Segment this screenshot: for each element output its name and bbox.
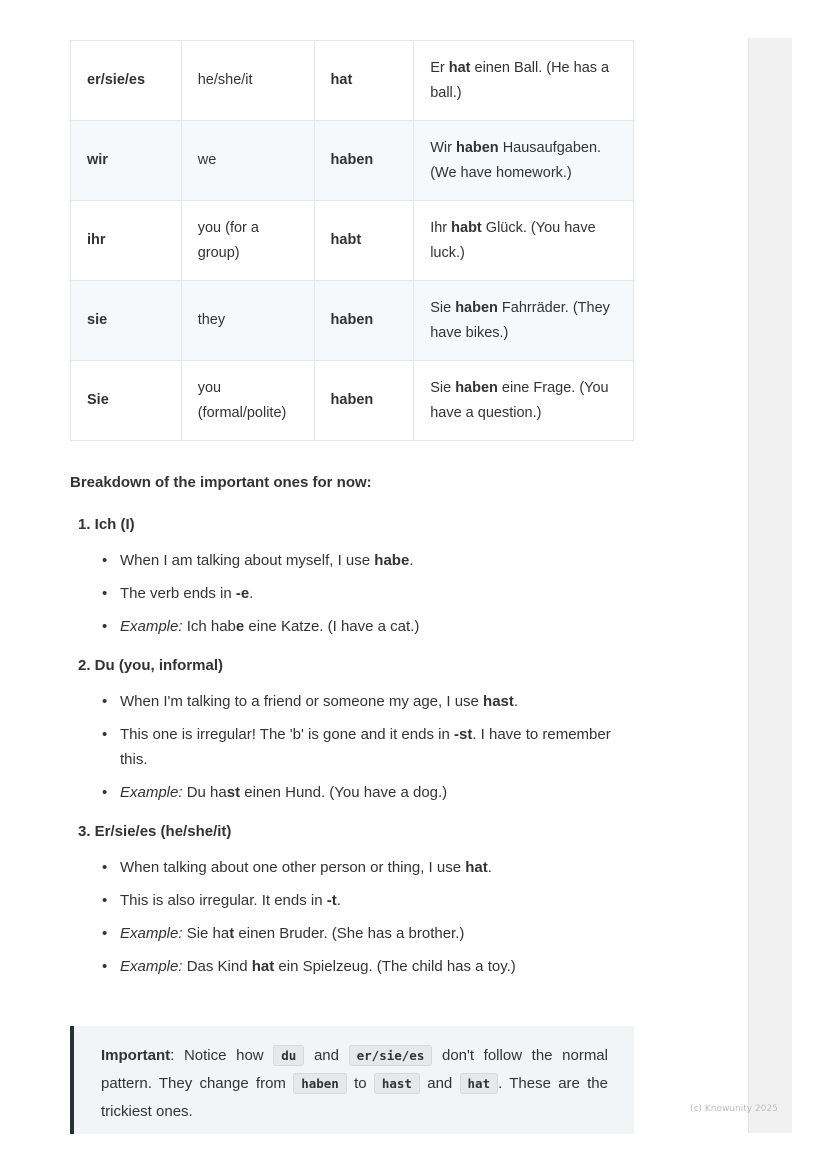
callout-text: and [304, 1047, 349, 1064]
example-text: Wir [430, 139, 456, 156]
right-sidebar [748, 38, 792, 1133]
example-label: Example: [120, 925, 183, 942]
breakdown-list [70, 512, 640, 979]
example-cell [414, 361, 634, 441]
example-label: Example: [120, 618, 183, 635]
bullet-text: . [513, 693, 519, 710]
bullet-item [100, 780, 640, 805]
bullet-text: . [249, 585, 254, 602]
bullet-icon: • [102, 925, 108, 942]
example-verb: habt [451, 219, 482, 236]
bullet-icon: • [102, 726, 108, 743]
bullet-icon: • [102, 693, 108, 710]
code-hat: hat [460, 1073, 499, 1094]
english-cell: he/she/it [181, 41, 314, 121]
point-bullets [70, 855, 640, 979]
point-title: 2. Du (you, informal) [78, 657, 224, 674]
verb-cell: haben [314, 121, 414, 201]
bullet-text: ein Spielzeug. (The child has a toy.) [274, 958, 516, 975]
example-text: Glück. (You have luck.) [430, 219, 596, 261]
bullet-text: When talking about one other person or thing, I use [120, 859, 466, 876]
bullet-item [100, 548, 640, 573]
bullet-text: Sie ha [182, 925, 230, 942]
bullet-item [100, 921, 640, 946]
code-hast: hast [374, 1073, 420, 1094]
bullet-text: This one is irregular! The 'b' is gone and it ends in [120, 726, 454, 743]
breakdown-heading: Breakdown of the important ones for now: [70, 474, 372, 491]
table-row [71, 201, 634, 281]
point-title: 3. Er/sie/es (he/she/it) [78, 823, 232, 840]
english-cell: they [181, 281, 314, 361]
example-label: Example: [120, 958, 183, 975]
code-haben: haben [293, 1073, 347, 1094]
bullet-bold: e [235, 618, 245, 635]
bullet-text: Du ha [182, 784, 227, 801]
callout-text: and [419, 1075, 460, 1092]
breakdown-point [70, 653, 640, 805]
bullet-bold: -st [453, 726, 473, 743]
example-text: Hausaufgaben. (We have homework.) [430, 139, 602, 181]
bullet-text: Das Kind [182, 958, 252, 975]
verb-cell: hat [314, 41, 414, 121]
bullet-item [100, 888, 640, 913]
example-label: Example: [120, 784, 183, 801]
bullet-text: Ich hab [182, 618, 236, 635]
example-text: Ihr [430, 219, 452, 236]
bullet-text: . [487, 859, 492, 876]
watermark: (c) Knowunity 2025 [690, 1104, 778, 1114]
bullet-icon: • [102, 892, 108, 909]
pronoun-cell: ihr [71, 201, 182, 281]
pronoun-cell: wir [71, 121, 182, 201]
bullet-bold: hat [251, 958, 275, 975]
important-callout [70, 1026, 634, 1134]
bullet-item [100, 614, 640, 639]
point-title: 1. Ich (I) [78, 516, 135, 533]
example-verb: haben [455, 379, 498, 396]
bullet-text: . [336, 892, 341, 909]
bullet-bold: st [226, 784, 241, 801]
bullet-bold: -t [326, 892, 337, 909]
bullet-bold: hat [465, 859, 488, 876]
bullet-icon: • [102, 618, 108, 635]
example-text: Sie [430, 299, 456, 316]
bullet-icon: • [102, 784, 108, 801]
breakdown-point [70, 512, 640, 639]
pronoun-cell: er/sie/es [71, 41, 182, 121]
callout-text: . These are the trickiest ones. [101, 1075, 608, 1120]
bullet-bold: -e [235, 585, 250, 602]
verb-cell: haben [314, 361, 414, 441]
callout-text: to [346, 1075, 374, 1092]
example-text: einen Ball. (He has a ball.) [430, 59, 610, 101]
bullet-item [100, 689, 640, 714]
bullet-text: einen Bruder. (She has a brother.) [234, 925, 465, 942]
bullet-item [100, 954, 640, 979]
example-text: Er [430, 59, 449, 76]
bullet-bold: hast [483, 693, 514, 710]
bullet-text: The verb ends in [120, 585, 236, 602]
example-cell [414, 201, 634, 281]
pronoun-cell: sie [71, 281, 182, 361]
example-verb: haben [455, 299, 498, 316]
english-cell: you (formal/polite) [181, 361, 314, 441]
code-du: du [273, 1045, 304, 1066]
verb-cell: habt [314, 201, 414, 281]
bullet-text: eine Katze. (I have a cat.) [244, 618, 420, 635]
bullet-icon: • [102, 552, 108, 569]
point-bullets [70, 689, 640, 805]
example-cell [414, 281, 634, 361]
example-verb: hat [448, 59, 471, 76]
conjugation-table [70, 40, 634, 441]
example-text: Fahrräder. (They have bikes.) [430, 299, 610, 341]
bullet-item [100, 581, 640, 606]
breakdown-section [70, 468, 640, 987]
bullet-item [100, 722, 640, 772]
bullet-text: When I am talking about myself, I use [120, 552, 375, 569]
breakdown-point [70, 819, 640, 979]
english-cell: we [181, 121, 314, 201]
bullet-text: When I'm talking to a friend or someone my age, I use [120, 693, 484, 710]
example-text: eine Frage. (You have a question.) [430, 379, 609, 421]
example-verb: haben [455, 139, 499, 156]
bullet-icon: • [102, 859, 108, 876]
pronoun-cell: Sie [71, 361, 182, 441]
code-er-sie-es: er/sie/es [349, 1045, 433, 1066]
bullet-bold: habe [374, 552, 410, 569]
english-cell: you (for a group) [181, 201, 314, 281]
table-row [71, 361, 634, 441]
point-bullets [70, 548, 640, 639]
callout-text: don't follow the normal pattern. They change from [101, 1047, 608, 1092]
callout-text: : Notice how [170, 1047, 274, 1064]
bullet-bold: t [229, 925, 235, 942]
verb-cell: haben [314, 281, 414, 361]
bullet-text: . I have to remember this. [120, 726, 611, 768]
bullet-item [100, 855, 640, 880]
example-cell [414, 121, 634, 201]
table-row [71, 41, 634, 121]
bullet-text: This is also irregular. It ends in [120, 892, 327, 909]
bullet-text: . [409, 552, 414, 569]
bullet-icon: • [102, 958, 108, 975]
bullet-icon: • [102, 585, 108, 602]
example-text: Sie [430, 379, 456, 396]
callout-label: Important [101, 1047, 171, 1064]
table-row [71, 281, 634, 361]
table-row [71, 121, 634, 201]
bullet-text: einen Hund. (You have a dog.) [240, 784, 448, 801]
example-cell [414, 41, 634, 121]
